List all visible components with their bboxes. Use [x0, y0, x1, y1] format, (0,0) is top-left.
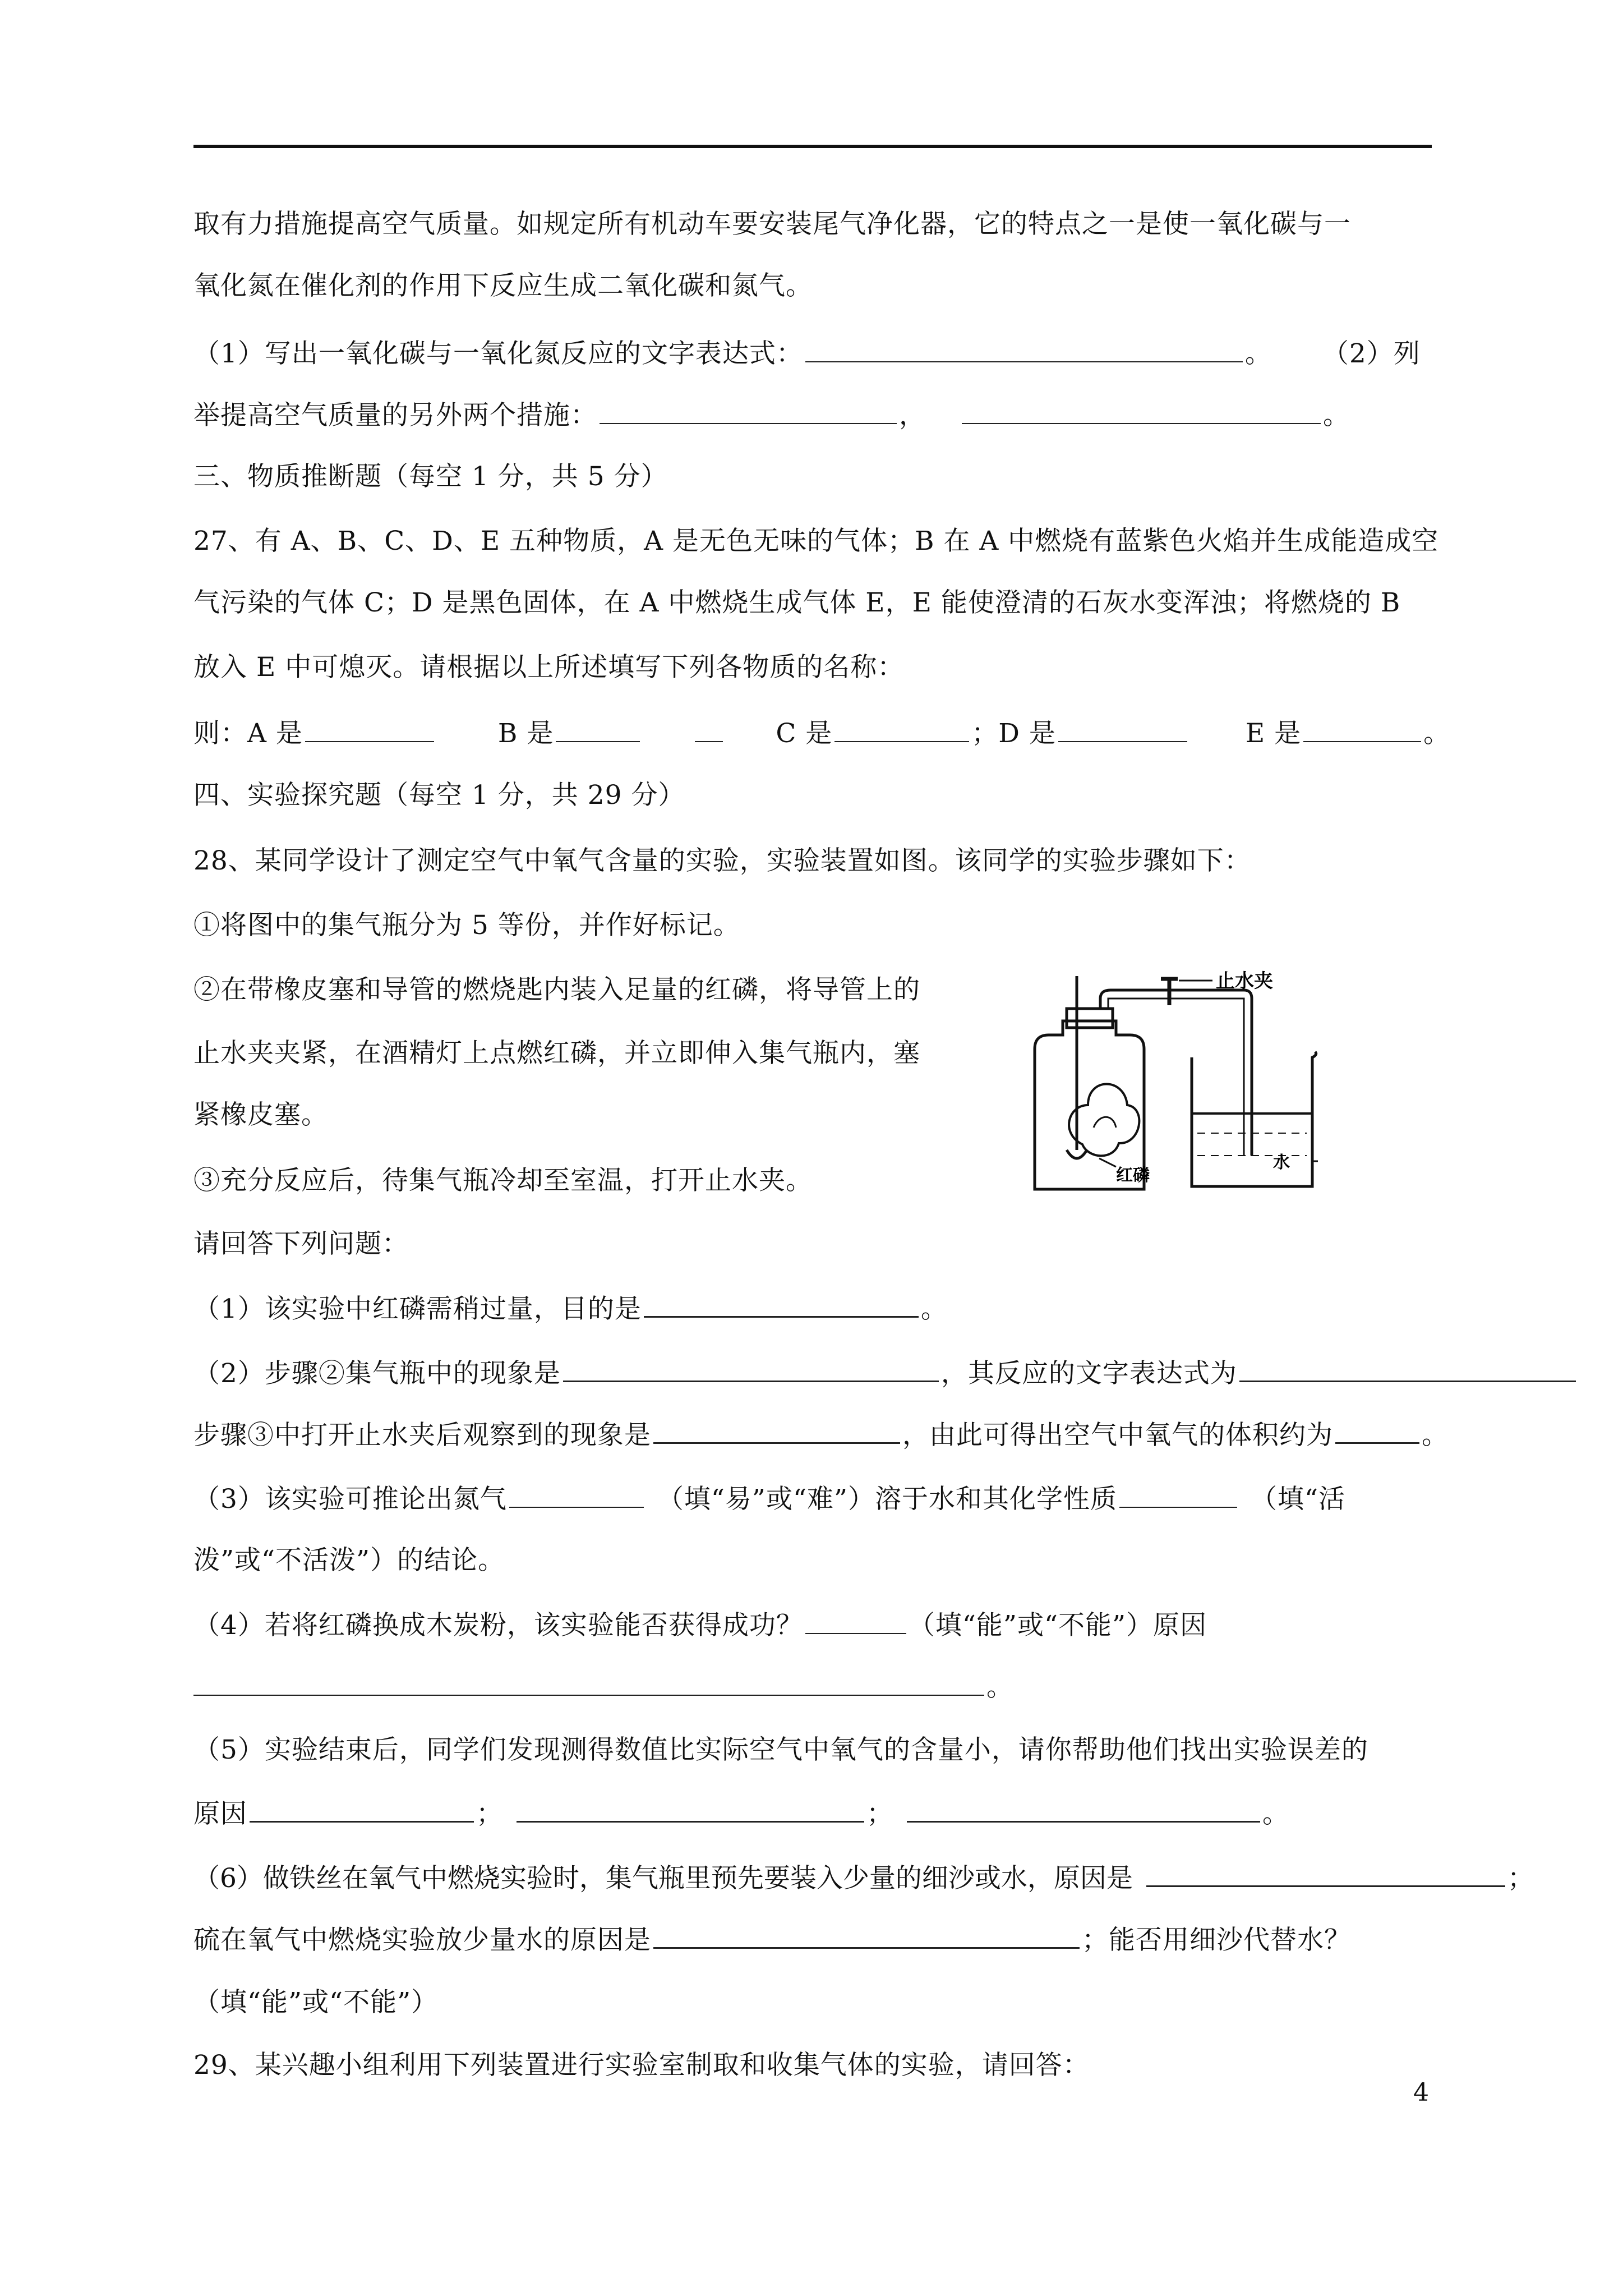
section-heading: [193, 460, 668, 494]
text-span: 27、有 A、B、C、D、E 五种物质，A 是无色无味的气体；B 在 A 中燃烧有蓝紫色火焰并生成能造成空: [193, 526, 1439, 556]
answer-blank-b[interactable]: [556, 715, 640, 742]
page-number: 4: [1413, 2078, 1429, 2107]
answer-line: [193, 1795, 1289, 1831]
answer-blank[interactable]: [193, 1669, 984, 1696]
delivery-tube-inner: [1108, 999, 1244, 1156]
answer-blank-c[interactable]: [834, 715, 969, 742]
text-span: 四、实验探究题（每空 1 分，共 29 分）: [193, 780, 685, 811]
text-span: 29、某兴趣小组利用下列装置进行实验室制取和收集气体的实验，请回答：: [193, 2050, 1090, 2081]
text-span: E 是: [1245, 718, 1302, 749]
answer-blank[interactable]: [1335, 1416, 1419, 1444]
answer-blank[interactable]: [653, 1416, 900, 1444]
text-span: （4）若将红磷换成木炭粉，该实验能否获得成功？: [193, 1610, 803, 1641]
text-span: ；: [866, 1798, 893, 1829]
answer-blank-b2[interactable]: [695, 715, 723, 742]
text-span: 。: [1262, 1798, 1289, 1829]
text-span: （填“能”或“不能”）: [193, 1987, 439, 2018]
answer-line: [193, 1355, 1578, 1391]
text-span: （填“活: [1251, 1484, 1346, 1515]
text-span: ；: [476, 1798, 503, 1829]
text-span: ①将图中的集气瓶分为 5 等份，并作好标记。: [193, 910, 740, 941]
text-span: （3）该实验可推论出氮气: [193, 1484, 507, 1515]
label-clamp: 止水夹: [1216, 970, 1273, 992]
answer-line: [193, 1860, 1534, 1895]
text-span: 紧橡皮塞。: [193, 1099, 328, 1130]
smoke-detail: [1094, 1117, 1116, 1128]
q29-line: [193, 2049, 1090, 2082]
answer-blank[interactable]: [805, 335, 1243, 362]
delivery-tube: [1100, 990, 1252, 1156]
header-rule: [193, 145, 1432, 148]
text-line: [193, 269, 813, 303]
text-span: 。: [1423, 718, 1451, 749]
answer-line: [193, 1481, 1345, 1516]
q27-line: [193, 651, 904, 684]
text-span: 原因: [193, 1798, 247, 1829]
text-span: 28、某同学设计了测定空气中氧气含量的实验，实验装置如图。该同学的实验步骤如下：: [193, 845, 1251, 876]
text-span: 硫在氧气中燃烧实验放少量水的原因是: [193, 1925, 651, 1955]
answer-blank[interactable]: [600, 397, 897, 424]
text-span: 。: [1422, 1420, 1449, 1451]
q26-part2-line: [193, 397, 1350, 432]
label-phosphorus: 红磷: [1116, 1166, 1150, 1185]
text-span: （2）列: [1322, 338, 1421, 369]
text-span: 。: [986, 1672, 1013, 1703]
text-span: B 是: [497, 718, 554, 749]
section-heading: [193, 779, 685, 812]
smoke-cloud: [1069, 1084, 1139, 1156]
text-span: ；能否用细沙代替水？: [1082, 1925, 1351, 1955]
answer-blank[interactable]: [563, 1355, 939, 1382]
phosphorus-leader: [1099, 1158, 1116, 1167]
text-span: ；: [1507, 1863, 1534, 1894]
q27-line: [193, 586, 1400, 620]
step-line: [193, 1037, 920, 1070]
text-span: 。: [1323, 400, 1350, 431]
answer-line: [193, 1544, 505, 1577]
text-span: （填“能”或“不能”）原因: [908, 1610, 1207, 1641]
text-span: 氧化氮在催化剂的作用下反应生成二氧化碳和氮气。: [193, 270, 813, 301]
text-span: ；D 是: [971, 718, 1056, 749]
answer-blank[interactable]: [1119, 1481, 1237, 1508]
text-span: 则：A 是: [193, 718, 303, 749]
answer-line: [193, 1733, 1368, 1767]
answer-blank[interactable]: [517, 1795, 864, 1823]
label-water: 水: [1273, 1153, 1290, 1172]
text-span: 取有力措施提高空气质量。如规定所有机动车要安装尾气净化器，它的特点之一是使一氧化碳与一: [193, 209, 1351, 240]
text-span: ，由此可得出空气中氧气的体积约为: [902, 1420, 1333, 1451]
prompt-line: [193, 1227, 409, 1261]
q28-line: [193, 844, 1251, 878]
answer-line: [193, 1290, 948, 1326]
answer-blank[interactable]: [805, 1607, 906, 1634]
text-line: [193, 208, 1351, 241]
text-span: 。: [920, 1294, 948, 1324]
answer-blank[interactable]: [653, 1921, 1080, 1949]
text-span: （5）实验结束后，同学们发现测得数值比实际空气中氧气的含量小，请你帮助他们找出实验误差的: [193, 1734, 1368, 1765]
answer-line: [193, 1921, 1351, 1957]
text-span: C 是: [776, 718, 833, 749]
text-span: （1）写出一氧化碳与一氧化氮反应的文字表达式：: [193, 338, 803, 369]
answer-blank-d[interactable]: [1058, 715, 1187, 742]
text-span: 请回答下列问题：: [193, 1228, 409, 1259]
text-span: （填“易”或“难”）溶于水和其化学性质: [657, 1484, 1118, 1515]
q26-part1-line: [193, 335, 1421, 371]
answer-line: [193, 1416, 1449, 1452]
answer-blank[interactable]: [907, 1795, 1260, 1823]
rubber-stopper: [1067, 1009, 1113, 1028]
answer-blank[interactable]: [250, 1795, 474, 1823]
answer-line: [193, 1607, 1207, 1642]
text-span: （1）该实验中红磷需稍过量，目的是: [193, 1294, 642, 1324]
text-span: 气污染的气体 C；D 是黑色固体，在 A 中燃烧生成气体 E，E 能使澄清的石灰水变浑浊；将燃烧的 B: [193, 587, 1401, 618]
q27-line: [193, 524, 1438, 558]
answer-blank-a[interactable]: [305, 715, 434, 742]
text-span: 步骤③中打开止水夹后观察到的现象是: [193, 1420, 651, 1451]
beaker: [1192, 1052, 1316, 1186]
text-span: ，: [899, 400, 926, 431]
text-span: ②在带橡皮塞和导管的燃烧匙内装入足量的红磷，将导管上的: [193, 974, 920, 1005]
text-span: （2）步骤②集气瓶中的现象是: [193, 1358, 561, 1389]
step-line: [193, 909, 740, 942]
step-line: [193, 1164, 813, 1198]
combustion-spoon: [1067, 1150, 1087, 1158]
text-span: 放入 E 中可熄灭。请根据以上所述填写下列各物质的名称：: [193, 652, 905, 683]
answer-blank[interactable]: [1239, 1355, 1576, 1382]
answer-blank[interactable]: [1146, 1860, 1505, 1887]
answer-line: [193, 1986, 438, 2019]
step-line: [193, 1098, 328, 1132]
text-span: ，其反应的文字表达式为: [940, 1358, 1237, 1389]
text-span: 止水夹夹紧，在酒精灯上点燃红磷，并立即伸入集气瓶内，塞: [193, 1038, 920, 1069]
answer-line: [193, 1669, 1013, 1704]
answer-blank[interactable]: [509, 1481, 644, 1508]
answer-blank[interactable]: [644, 1290, 919, 1318]
text-span: 三、物质推断题（每空 1 分，共 5 分）: [193, 461, 668, 492]
text-span: 。: [1244, 338, 1272, 369]
text-span: 举提高空气质量的另外两个措施：: [193, 400, 597, 431]
text-span: 泼”或“不活泼”）的结论。: [193, 1545, 505, 1576]
apparatus-diagram: [1004, 965, 1318, 1200]
text-span: ③充分反应后，待集气瓶冷却至室温，打开止水夹。: [193, 1165, 813, 1196]
answer-blank-e[interactable]: [1303, 715, 1421, 742]
q27-answers-line: [193, 715, 1450, 751]
step-line: [193, 973, 920, 1007]
text-span: （6）做铁丝在氧气中燃烧实验时，集气瓶里预先要装入少量的细沙或水，原因是: [193, 1863, 1133, 1894]
answer-blank[interactable]: [962, 397, 1321, 424]
